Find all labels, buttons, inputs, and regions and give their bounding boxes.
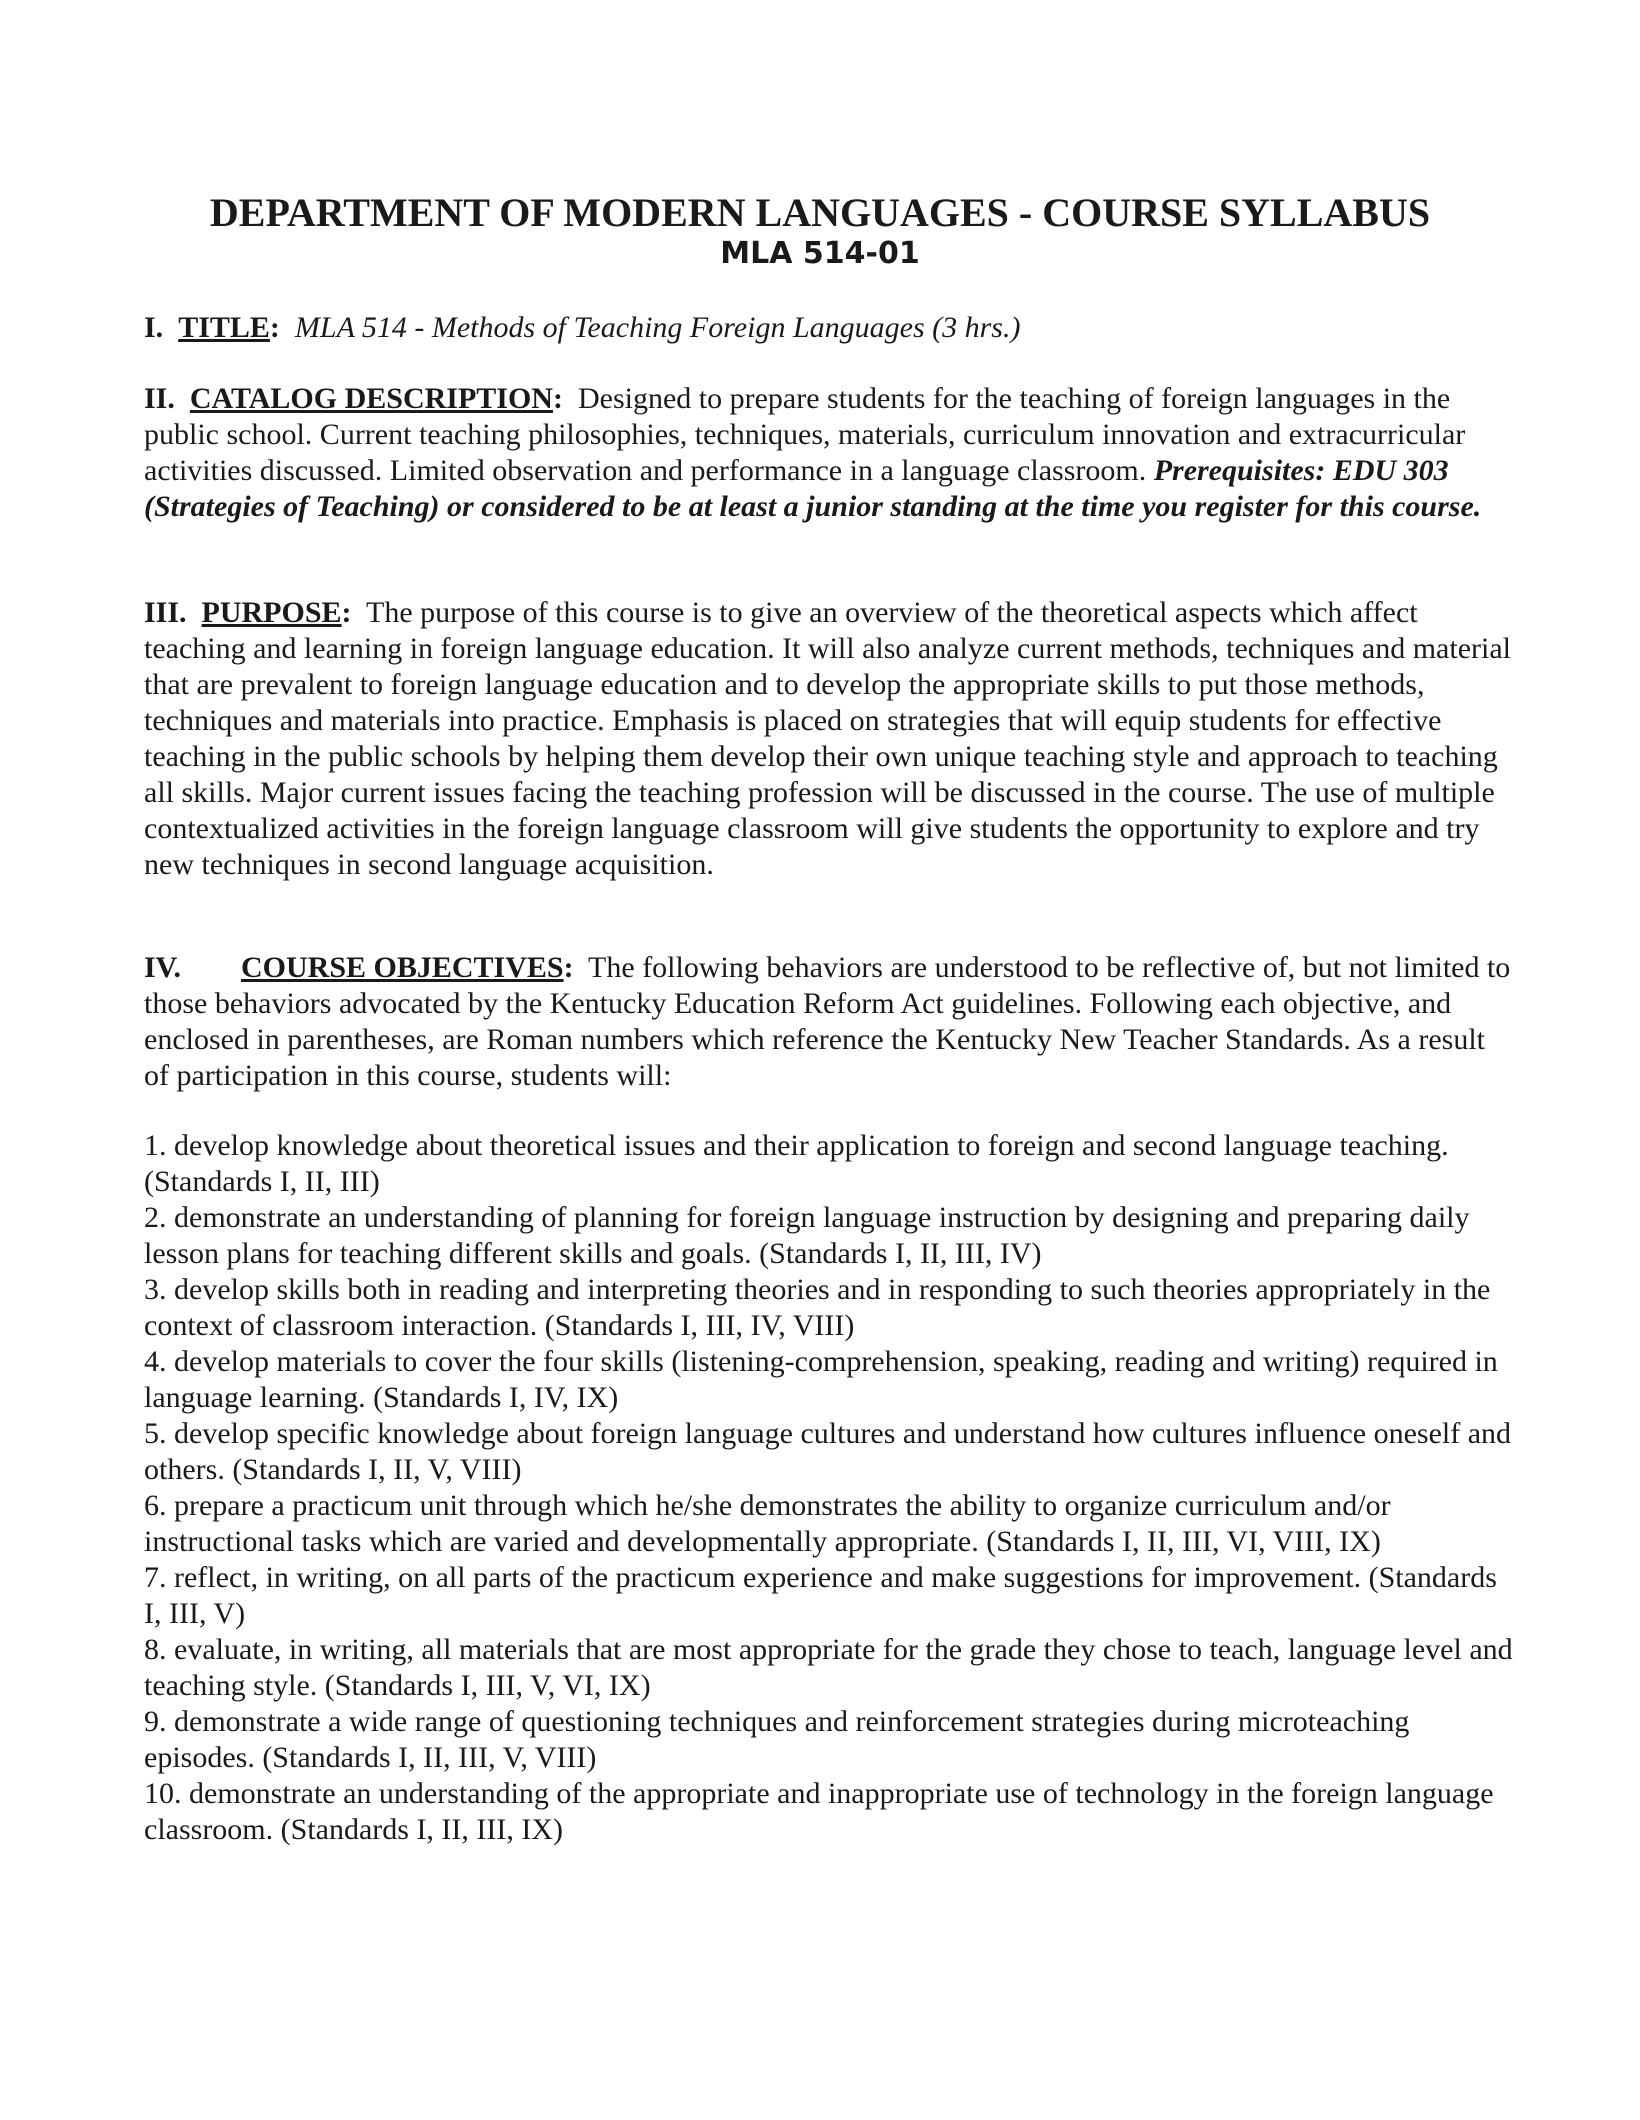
purpose-text: The purpose of this course is to give an overview of the theoretical aspects which affect teaching and learning in foreign language education. It will also analyze current methods, techniques and material that are prevalent to foreign language education and to develop the appropriate skills to put those methods, techniques and materials into practice. Emphasis is placed on strategies that will equip students for effective teaching in the public schools by helping them develop their own unique teaching style and approach to teaching all skills. Major current issues facing the teaching profession will be discussed in the course. The use of multiple contextualized activities in the foreign language classroom will give students the opportunity to explore and try new techniques in second language acquisition. (144, 596, 1511, 881)
list-item: 1. develop knowledge about theoretical issues and their application to foreign and second language teaching. (Standards I, II, III) (144, 1129, 1449, 1198)
list-item: 4. develop materials to cover the four skills (listening-comprehension, speaking, reading and writing) required in language learning. (Standards I, IV, IX) (144, 1345, 1498, 1414)
section-course-objectives: IV. COURSE OBJECTIVES: The following behaviors are understood to be reflective of, but not limited to those behaviors advocated by the Kentucky Education Reform Act guidelines. Following each objective, and enclosed in parentheses, are Roman numbers which reference the Kentucky New Teacher Standards. As a result of participation in this course, students will: (144, 951, 1511, 1092)
section-numeral: III. (144, 596, 187, 629)
section-catalog-description: II. CATALOG DESCRIPTION: Designed to prepare students for the teaching of foreign languages in the public school. Current teaching philosophies, techniques, materials, curriculum innovation and extracurricular activities discussed. Limited observation and performance in a language classroom. Prerequisites: EDU 303 (Strategies of Teaching) or considered to be at least a junior standing at the time you register for this course. (144, 382, 1482, 523)
section-numeral: IV. (144, 951, 181, 984)
section-numeral: I. (144, 311, 164, 344)
course-code: MLA 514-01 (720, 236, 920, 271)
list-item: 9. demonstrate a wide range of questioning techniques and reinforcement strategies during microteaching episodes. (Standards I, II, III, V, VIII) (144, 1705, 1410, 1774)
catalog-description-text: Designed to prepare students for the teaching of foreign languages in the public school. Current teaching philosophies, techniques, materials, curriculum innovation and extracurricular activities discussed. Limited observation and performance in a language classroom. (144, 382, 1466, 487)
section-heading: CATALOG DESCRIPTION (189, 382, 553, 415)
course-title-text: MLA 514 - Methods of Teaching Foreign Languages (3 hrs.) (294, 311, 1021, 344)
section-heading: TITLE (178, 311, 270, 344)
list-item: 7. reflect, in writing, on all parts of the practicum experience and make suggestions for improvement. (Standards I, III, V) (144, 1561, 1497, 1630)
objectives-list (144, 1128, 1514, 1848)
list-item: 10. demonstrate an understanding of the appropriate and inappropriate use of technology in the foreign language classroom. (Standards I, II, III, IX) (144, 1777, 1494, 1846)
list-item: 8. evaluate, in writing, all materials that are most appropriate for the grade they chose to teach, language level and teaching style. (Standards I, III, V, VI, IX) (144, 1633, 1513, 1702)
list-item: 5. develop specific knowledge about foreign language cultures and understand how cultures influence oneself and others. (Standards I, II, V, VIII) (144, 1417, 1512, 1486)
section-heading: PURPOSE (201, 596, 342, 629)
document-title: DEPARTMENT OF MODERN LANGUAGES - COURSE SYLLABUS (209, 190, 1431, 235)
objectives-intro-text: The following behaviors are understood to be reflective of, but not limited to those behaviors advocated by the Kentucky Education Reform Act guidelines. Following each objective, and enclosed in parentheses, are Roman numbers which reference the Kentucky New Teacher Standards. As a result of participation in this course, students will: (144, 951, 1511, 1092)
prerequisites-text: Prerequisites: EDU 303 (Strategies of Teaching) or considered to be at least a junior standing at the time you register for this course. (144, 454, 1482, 523)
section-heading: COURSE OBJECTIVES (240, 951, 564, 984)
section-purpose: III. PURPOSE: The purpose of this course is to give an overview of the theoretical aspects which affect teaching and learning in foreign language education. It will also analyze current methods, techniques and material that are prevalent to foreign language education and to develop the appropriate skills to put those methods, techniques and materials into practice. Emphasis is placed on strategies that will equip students for effective teaching in the public schools by helping them develop their own unique teaching style and approach to teaching all skills. Major current issues facing the teaching profession will be discussed in the course. The use of multiple contextualized activities in the foreign language classroom will give students the opportunity to explore and try new techniques in second language acquisition. (144, 596, 1511, 881)
list-item: 6. prepare a practicum unit through which he/she demonstrates the ability to organize curriculum and/or instructional tasks which are varied and developmentally appropriate. (Standards I, II, III, VI, VIII, IX) (144, 1489, 1391, 1558)
section-numeral: II. (144, 382, 175, 415)
section-title: I. TITLE: MLA 514 - Methods of Teaching Foreign Languages (3 hrs.) (144, 311, 1021, 344)
list-item: 2. demonstrate an understanding of planning for foreign language instruction by designing and preparing daily lesson plans for teaching different skills and goals. (Standards I, II, III, IV) (144, 1201, 1470, 1270)
list-item: 3. develop skills both in reading and interpreting theories and in responding to such theories appropriately in the context of classroom interaction. (Standards I, III, IV, VIII) (144, 1273, 1491, 1342)
